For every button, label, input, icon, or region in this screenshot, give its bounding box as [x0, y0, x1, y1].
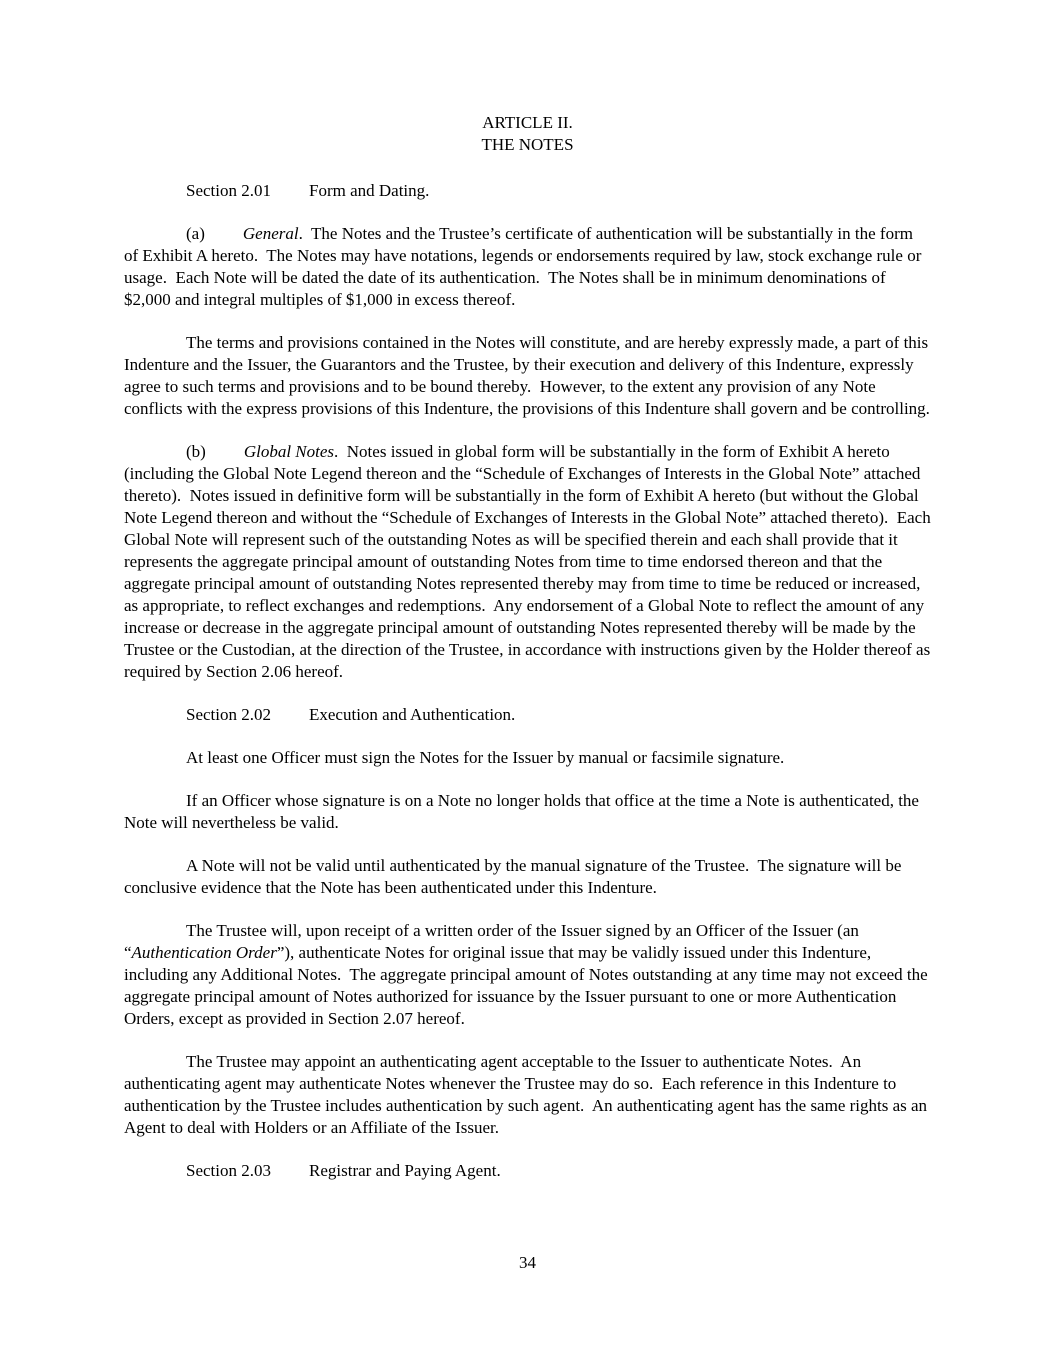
paragraph-general: [124, 223, 931, 311]
paragraph-label: (a): [186, 224, 205, 243]
paragraph-text: A Note will not be valid until authenticated by the manual signature of the Trustee. The signature will be conclusive evidence that the Note has been authenticated under this Indenture.: [124, 856, 906, 897]
article-heading: ARTICLE II.: [482, 113, 573, 132]
paragraph-text: If an Officer whose signature is on a Note no longer holds that office at the time a Note is authenticated, the Note will nevertheless be valid.: [124, 791, 924, 832]
section-number: Section 2.02: [186, 705, 271, 724]
defined-term-authentication-order: Authentication Order: [131, 943, 277, 962]
paragraph-text: ”), authenticate Notes for original issue that may be validly issued under this Indenture, including any Additional Notes. The aggregate principal amount of Notes outstanding at any time may not exceed the aggregate principal amount of Notes authorized for issuance by the Issuer pursuant to one or more Authentication Orders, except as provided in Section 2.07 hereof.: [124, 943, 932, 1028]
paragraph-officer-sign: [124, 747, 931, 769]
section-heading-2-03: [124, 1160, 931, 1182]
paragraph-authentication-order: [124, 920, 931, 1030]
page-number: 34: [519, 1253, 536, 1272]
section-heading-2-02: [124, 704, 931, 726]
paragraph-text: The terms and provisions contained in the Notes will constitute, and are hereby expressly made, a part of this Indenture and the Issuer, the Guarantors and the Trustee, by their execution and delivery of this Indenture, expressly agree to such terms and provisions and to be bound thereby. However, to the extent any provision of any Note conflicts with the express provisions of this Indenture, the provisions of this Indenture shall govern and be controlling.: [124, 333, 933, 418]
paragraph-authenticating-agent: [124, 1051, 931, 1139]
paragraph-text: . Notes issued in global form will be substantially in the form of Exhibit A hereto (including the Global Note Legend thereon and the “Schedule of Exchanges of Interests in the Global Note” attached thereto). Notes issued in definitive form will be substantially in the form of Exhibit A hereto (but without the Global Note Legend thereon and without the “Schedule of Exchanges of Interests in the Global Note” attached thereto). Each Global Note will represent such of the outstanding Notes as will be specified therein and each shall provide that it represents the aggregate principal amount of outstanding Notes from time to time endorsed thereon and that the aggregate principal amount of outstanding Notes represented thereby may from time to time be reduced or increased, as appropriate, to reflect exchanges and redemptions. Any endorsement of a Global Note to reflect the amount of any increase or decrease in the aggregate principal amount of outstanding Notes represented thereby will be made by the Trustee or the Custodian, at the direction of the Trustee, in accordance with instructions given by the Holder thereof as required by Section 2.06 hereof.: [124, 442, 935, 681]
section-number: Section 2.03: [186, 1161, 271, 1180]
article-title-block: [124, 112, 931, 156]
defined-term-global-notes: Global Notes: [243, 442, 335, 461]
paragraph-text: The Trustee may appoint an authenticating agent acceptable to the Issuer to authenticate Notes. An authenticating agent may authenticate Notes whenever the Trustee may do so. Each reference in this Indenture to authentication by the Trustee includes authentication by such agent. An authenticating agent has the same rights as an Agent to deal with Holders or an Affiliate of the Issuer.: [124, 1052, 931, 1137]
paragraph-text: . The Notes and the Trustee’s certificate of authentication will be substantially in the form of Exhibit A hereto. The Notes may have notations, legends or endorsements required by law, stock exchange rule or usage. Each Note will be dated the date of its authentication. The Notes shall be in minimum denominations of $2,000 and integral multiples of $1,000 in excess thereof.: [124, 224, 926, 309]
paragraph-label: (b): [186, 442, 206, 461]
section-title: Form and Dating.: [309, 181, 430, 200]
paragraph-note-valid: [124, 855, 931, 899]
section-title: Execution and Authentication.: [309, 705, 516, 724]
paragraph-text: The Trustee will, upon receipt of a written order of the Issuer signed by an Officer of the Issuer (an “: [124, 921, 864, 962]
article-subtitle: THE NOTES: [481, 135, 574, 154]
defined-term-general: General: [242, 224, 299, 243]
paragraph-officer-signature: [124, 790, 931, 834]
paragraph-terms-provisions: [124, 332, 931, 420]
paragraph-global-notes: [124, 441, 935, 683]
section-heading-2-01: [124, 180, 931, 202]
section-number: Section 2.01: [186, 181, 271, 200]
section-title: Registrar and Paying Agent.: [309, 1161, 501, 1180]
paragraph-text: At least one Officer must sign the Notes for the Issuer by manual or facsimile signature.: [186, 748, 785, 767]
